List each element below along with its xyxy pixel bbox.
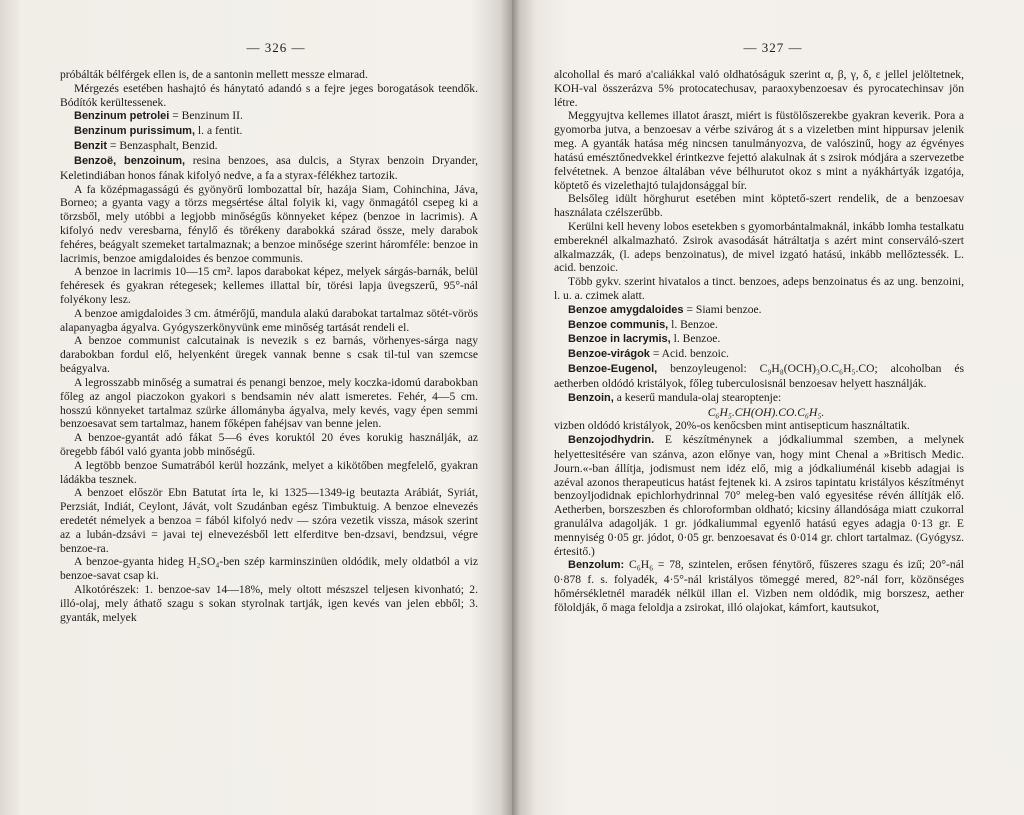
entry-paragraph: [554, 347, 964, 362]
entry-headword: Benzoë, benzoinum,: [74, 154, 186, 167]
paragraph-text: próbálták bélférgek ellen is, de a santonin mellett messze elmarad.: [60, 68, 368, 81]
paragraph: [554, 419, 964, 433]
paragraph-text: A fa középmagasságú és gyönyörű lombozattal bír, hazája Siam, Cohinchina, Jáva, Borneo; a gyanta vagy a törzs megsértése által folyik ki, vagy önmagától csepeg ki a törzsből, mely utóbbi a legjobb minőségűs könnyeket képez (benzoe in lacrimis). A kifolyó nedv veresbarna, fénylő és törékeny darabokká szárad össze, mely darabok fehéres, beágyalt szemeket tartalmaznak; a benzoe minősége szerint háromféle: benzoe in lacrimis, benzoe amigdaloides és benzoe communis.: [60, 182, 478, 265]
paragraph-text: A benzoet először Ebn Batutat írta le, ki 1325—1349-ig beutazta Arábiát, Syriát, Perzsiát, Indiát, Ceylont, Jávát, volt Szudánban egész Timbuktuig. A benzoe elnevezés eredetét némelyek a benzoa = fából kifolyó nedv — szóra vezetik vissza, mások szerint az a lubán-dzsávi = javai tej elnevezésből lett elferditve ben-dzsavi, bendzsui, végre benzoe-ra.: [60, 486, 478, 555]
paragraph-text: E készítménynek a jódkaliummal szemben, a melynek helyettesitésére van szánva, azon előnye van, hogy mint Chenal a »Britisch Medic. Journ.«-ban állítja, jodismust nem idéz elő, mig a jódkaliuménál kisebb adagjai is azéval azonos therapeuticus hatást fejtenek ki. A zsiros tapintatu kristályos készítményt benzoyljodidnak epichlorhydrinnal 70° meleg-ben való egyesitése révén állítják elő. Aetherben, borszeszben és chloroformban oldható; kicsiny állandósága miatt czukorral granulálva adagolják. 1 gr. jódkaliummal egyenlő hatású egyes adagja 0·13 gr. E mennyiség 0·05 gr. jódot, 0·05 gr. benzoesavat és 0·014 gr. chlort tartalmaz. (Gyógysz. értesitő.): [554, 433, 964, 558]
paragraph-text: Alkotórészek: 1. benzoe-sav 14—18%, mely oltott mészszel teljesen kivonható; 2. illó-olaj, mely áthatő szagu s sokan styrolnak tartják, igen kevés van jelen ebből; 3. gyanták, melyek: [60, 583, 478, 624]
entry-headword: Benzoin,: [568, 391, 614, 404]
right-page: [512, 0, 1024, 815]
entry-headword: Benzoe communis,: [568, 318, 669, 331]
entry-headword: Benzoe-virágok: [568, 348, 650, 361]
paragraph-text: = Benzasphalt, Benzid.: [107, 139, 218, 153]
paragraph: [554, 192, 964, 220]
entry-paragraph: [554, 433, 964, 558]
paragraph-text: = Benzinum II.: [169, 109, 243, 123]
entry-headword: Benzoe in lacrymis,: [568, 333, 671, 346]
paragraph: [60, 68, 478, 82]
entry-headword: Benzit: [74, 140, 107, 153]
entry-headword: Benzojodhydrin.: [568, 434, 655, 447]
entry-paragraph: [554, 318, 964, 333]
paragraph: [60, 82, 478, 110]
paragraph-text: l. a fentit.: [195, 124, 243, 138]
chemical-formula: C₆H₅.CH(OH).CO.C₆H₅.: [707, 405, 825, 419]
paragraph: [60, 459, 478, 487]
paragraph-text: benzoyleugenol: C₉H₈(OCH)₃O.C₆H₅.CO; alcoholban és aetherben oldódó kristályok, főleg tuberculosisnál benzoesav helyett használják.: [554, 362, 964, 390]
page-text: [554, 68, 964, 615]
entry-paragraph: [554, 332, 964, 347]
paragraph: [60, 431, 478, 459]
paragraph: [60, 555, 478, 583]
paragraph-text: C₆H₆ = 78, szintelen, erősen fénytörő, fűszeres szagu és izű; 20°-nál 0·878 f. s. folyadék, 4·5°-nál kristályos tömeggé mered, 82°-nál forr, közönséges hőmérsékletnél maradék nélkül illan el. Vizben nem oldódik, mig borszesz, aether föloldják, ő maga feloldja a zsirokat, illó olajokat, kámfort, kautsukot,: [554, 558, 964, 614]
paragraph: [554, 109, 964, 192]
entry-headword: Benzoe-Eugenol,: [568, 363, 658, 376]
paragraph-text: A benzoe-gyanta hideg H₂SO₄-ben szép karminszinüen oldódik, mely oldatból a viz benzoe-savat csap ki.: [60, 555, 478, 583]
entry-headword: Benzinum petrolei: [74, 110, 170, 123]
paragraph: [554, 68, 964, 109]
page-number: — 326 —: [246, 40, 306, 55]
paragraph-text: Mérgezés esetében hashajtó és hánytató adandó s a fejre jeges borogatások teendők. Bódítók kerültessenek.: [60, 81, 478, 109]
entry-paragraph: [554, 362, 964, 391]
paragraph-text: A benzoe communist calcutainak is nevezik s ez barnás, vörhenyes-sárga nagy darabokban fordul elő, helyenként üregek vannak benne s csak til-tul van szemcse beágyalva.: [60, 334, 478, 376]
paragraph: [60, 486, 478, 555]
entry-paragraph: [554, 303, 964, 318]
paragraph: [60, 183, 478, 266]
paragraph: [554, 275, 964, 303]
entry-headword: Benzoe amygdaloides: [568, 303, 684, 316]
paragraph-text: Meggyujtva kellemes illatot áraszt, miért is füstölőszerekbe gyakran keverik. Pora a gyomorba jutva, a benzoesav a vérbe szivárog át s a vizeletben mint hippursav jelenik meg. A gyanták hatása még nincsen tanulmányozva, de valószinű, hogy az égvényes hatású emésztőnedvekkel érintkezve fejettó alakulnak át s zsirok módjára a szervezetbe felvétetnek. A benzoe általában véve bélhurutot okoz s mint a nyákhártyák izgatója, köptető és vizelethajtó tulajdonsággal bír.: [554, 109, 964, 192]
page-number: — 327 —: [743, 40, 803, 55]
paragraph-text: Több gykv. szerint hivatalos a tinct. benzoes, adeps benzoinatus és az ung. benzoini, l. u. a. czimek alatt.: [554, 275, 964, 302]
paragraph-text: l. Benzoe.: [668, 317, 718, 331]
entry-paragraph: [554, 558, 964, 614]
paragraph-text: = Siami benzoe.: [683, 302, 762, 316]
entry-paragraph: [60, 109, 478, 124]
paragraph-text: vizben oldódó kristályok, 20%-os kenőcsben mint antisepticum használtatik.: [554, 419, 910, 433]
paragraph: [60, 265, 478, 306]
paragraph-text: A legtöbb benzoe Sumatrából kerül hozzánk, melyet a kikötőben megfelelő, gyakran ládákba tesznek.: [60, 458, 478, 486]
paragraph-text: alcohollal és maró a'caliákkal való oldhatóságuk szerint α, β, γ, δ, ε jellel jelöltetnek, KOH-val összerázva 5% protocatechusav, paraoxybenzoesav és pyrocatechinsav jön létre.: [554, 68, 964, 109]
entry-paragraph: [60, 124, 478, 139]
paragraph-text: l. Benzoe.: [670, 332, 721, 346]
paragraph-text: resina benzoes, asa dulcis, a Styrax benzoin Dryander, Keletindiában honos fának kifolyó nedve, a fa a styrax-félékhez tartozik.: [60, 153, 478, 182]
entry-headword: Benzinum purissimum,: [74, 125, 196, 138]
entry-headword: Benzolum:: [568, 559, 625, 572]
paragraph: [60, 376, 478, 431]
entry-paragraph: [60, 139, 478, 154]
paragraph: [60, 334, 478, 375]
paragraph-text: Belsőleg idült hörghurut esetében mint köptető-szert rendelik, de a benzoesav használata czélszerűbb.: [554, 192, 964, 220]
paragraph-text: A benzoe-gyantát adó fákat 5—6 éves koruktól 20 éves korukig használják, az öregebb fából való gyanta jobb minőségű.: [60, 431, 478, 458]
paragraph: [554, 220, 964, 275]
paragraph: [60, 307, 478, 335]
paragraph-text: = Acid. benzoic.: [649, 347, 729, 361]
paragraph-text: A benzoe amigdaloides 3 cm. átmérőjű, mandula alakú darabokat tartalmaz sötét-vörös alapanyagba ágyalva. Gyógyszerkönyvünk eme minőség tartását rendeli el.: [60, 306, 478, 334]
entry-paragraph: [554, 391, 964, 406]
paragraph-text: Kerülni kell heveny lobos esetekben s gyomorbántalmaknál, inkább lomha testalkatu embereknél alkalmazható. Zsirok avasodását hátráltatja s azért mint conserváló-szert alkalmazzák, (l. adeps benzoinatus), de mivel izgató hatású, inkább mellőztessék. L. acid. benzoic.: [554, 219, 964, 275]
page-text: [60, 68, 478, 625]
entry-paragraph: [60, 154, 478, 183]
paragraph: [60, 583, 478, 624]
paragraph-text: A benzoe in lacrimis 10—15 cm². lapos darabokat képez, melyek sárgás-barnák, belül fehéresek és gyakran rétegesek; kellemes illattal bír, törési lapja üvegszerű, 95°-nál folyékony lesz.: [60, 265, 478, 306]
paragraph-text: a keserű mandula-olaj stearoptenje:: [613, 390, 782, 404]
paragraph-text: A legrosszabb minőség a sumatrai és penangi benzoe, mely koczka-idomú darabokban főleg az angol piaczokon gyakori s bendsamin név alatt ismeretes. Fehér, 4—5 cm. hosszú könnyeket tartalmaz szürke állományba ágyalva, mely kevés, vagy épen semmi benzoesavat sem tartalmaz, hanem főképen fahéjsav van benne jelen.: [60, 375, 478, 431]
